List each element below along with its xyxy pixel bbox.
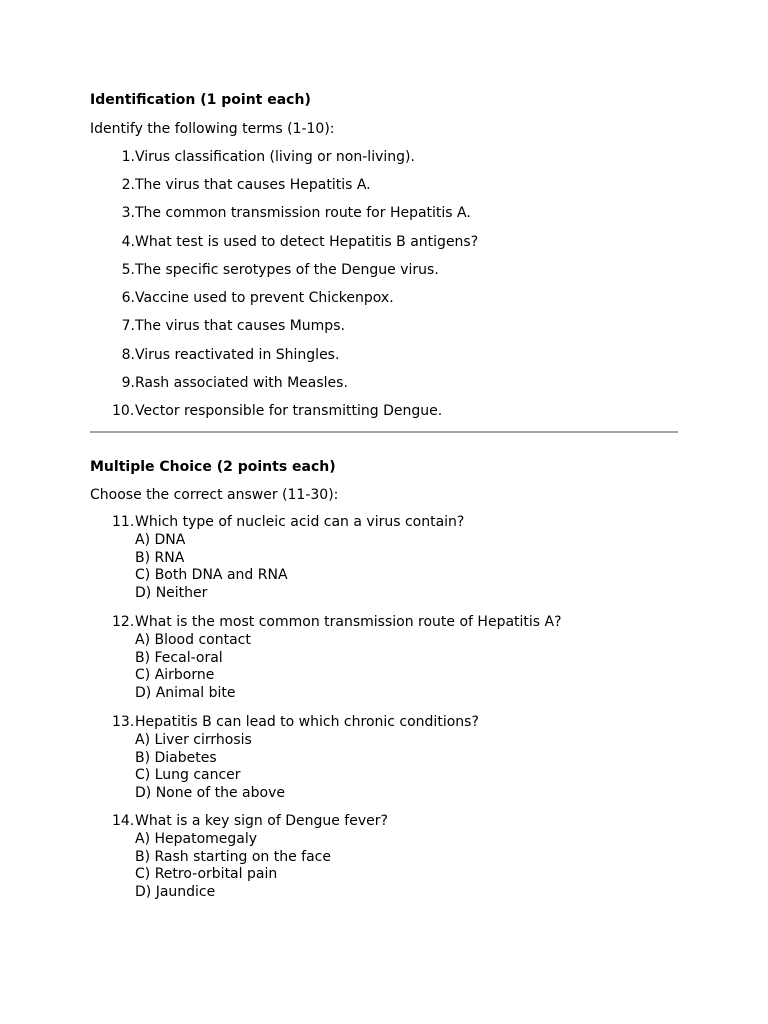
item-text: What test is used to detect Hepatitis B antigens?: [135, 234, 479, 250]
question-text: Hepatitis B can lead to which chronic conditions?: [135, 714, 479, 730]
question: [112, 514, 464, 532]
identification-heading: Identification (1 point each): [90, 92, 311, 108]
multiple-choice-heading: Multiple Choice (2 points each): [90, 459, 336, 475]
question-block: [112, 813, 388, 902]
answer-option: B) RNA: [135, 549, 185, 566]
question-number: 11.: [112, 514, 135, 530]
answer-option: C) Lung cancer: [135, 767, 241, 784]
question: [112, 813, 388, 831]
item-text: The virus that causes Mumps.: [135, 318, 345, 334]
answer-option: B) Rash starting on the face: [135, 848, 331, 865]
item-text: Vaccine used to prevent Chickenpox.: [135, 290, 394, 306]
item-text: Virus classification (living or non-living).: [135, 149, 415, 165]
item-number: 3.: [121, 205, 135, 221]
item-number: 4.: [121, 234, 135, 250]
answer-option: A) DNA: [135, 531, 186, 548]
item-number: 7.: [121, 318, 135, 334]
answer-option: A) Hepatomegaly: [135, 830, 258, 847]
answer-option: C) Retro-orbital pain: [135, 866, 278, 883]
answer-option: D) None of the above: [135, 785, 285, 802]
answer-option: D) Neither: [135, 585, 208, 602]
item-text: Rash associated with Measles.: [135, 375, 348, 391]
item-number: 1.: [121, 149, 135, 165]
item-text: The common transmission route for Hepatitis A.: [135, 205, 471, 221]
answer-option: D) Jaundice: [135, 884, 216, 901]
section-divider: [90, 431, 678, 433]
question-number: 12.: [112, 614, 135, 630]
item-number: 9.: [121, 375, 135, 391]
question-number: 13.: [112, 714, 135, 730]
identification-intro: Identify the following terms (1-10):: [90, 121, 335, 137]
answer-option: A) Blood contact: [135, 631, 251, 648]
question-number: 14.: [112, 813, 135, 829]
question-block: [112, 614, 562, 703]
question: [112, 614, 562, 632]
question: [112, 714, 479, 732]
question-text: What is the most common transmission route of Hepatitis A?: [135, 614, 562, 630]
answer-option: D) Animal bite: [135, 685, 236, 702]
question-block: [112, 714, 479, 803]
item-number: 2.: [121, 177, 135, 193]
answer-option: C) Airborne: [135, 667, 215, 684]
answer-option: B) Fecal-oral: [135, 649, 223, 666]
item-text: Vector responsible for transmitting Dengue.: [135, 403, 443, 419]
question-block: [112, 514, 464, 603]
answer-option: C) Both DNA and RNA: [135, 567, 288, 584]
item-number: 5.: [121, 262, 135, 278]
item-text: The virus that causes Hepatitis A.: [135, 177, 371, 193]
multiple-choice-intro: Choose the correct answer (11-30):: [90, 487, 339, 503]
item-text: Virus reactivated in Shingles.: [135, 347, 340, 363]
question-text: Which type of nucleic acid can a virus contain?: [135, 514, 465, 530]
item-number: 6.: [121, 290, 135, 306]
item-text: The specific serotypes of the Dengue virus.: [135, 262, 439, 278]
question-text: What is a key sign of Dengue fever?: [135, 813, 388, 829]
item-number: 10.: [112, 403, 135, 419]
answer-option: A) Liver cirrhosis: [135, 731, 252, 748]
item-number: 8.: [121, 347, 135, 363]
answer-option: B) Diabetes: [135, 749, 217, 766]
